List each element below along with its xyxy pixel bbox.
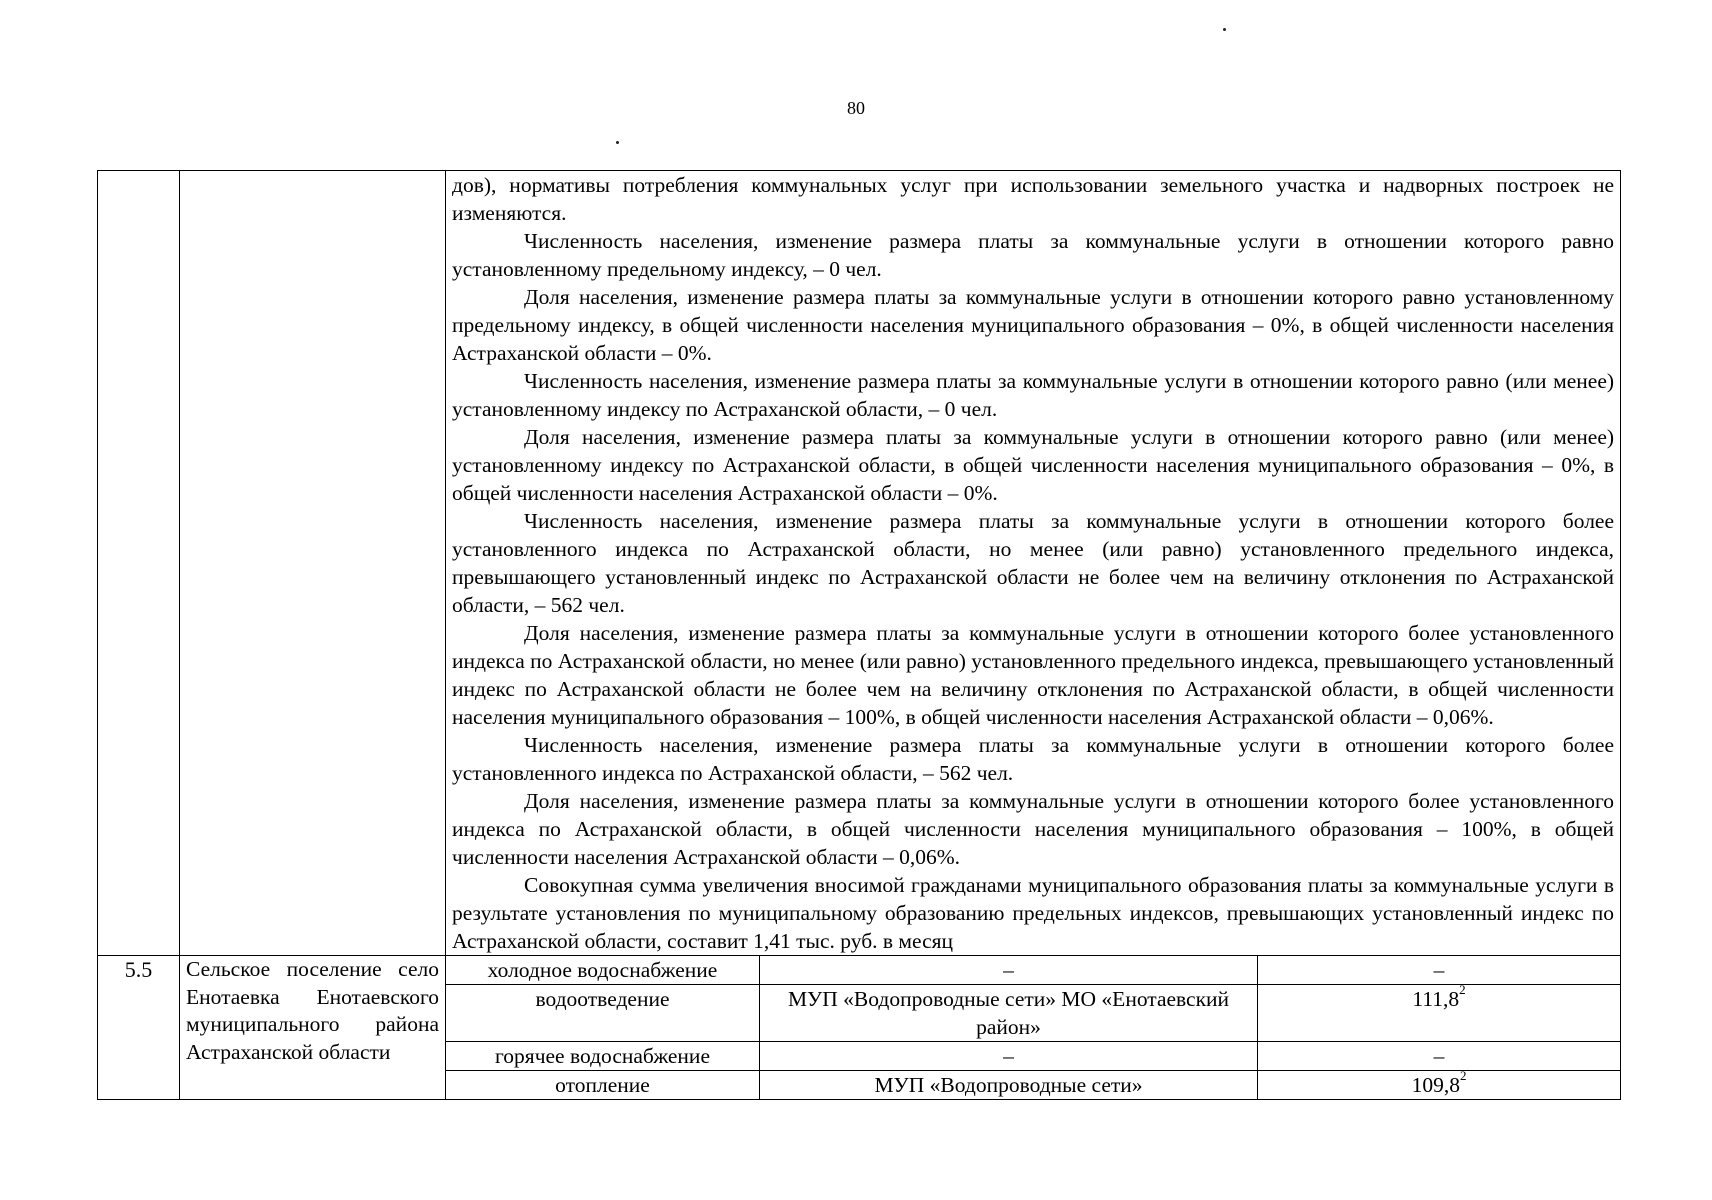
section-number: 5.5 [98,956,180,1100]
service-name: горячее водоснабжение [446,1042,760,1071]
index-footnote: 2 [1459,1067,1467,1083]
scan-speck [616,141,619,144]
description-cell [446,171,1621,956]
service-provider: МУП «Водопроводные сети» МО «Енотаевский район» [760,985,1258,1042]
paragraph: Доля населения, изменение размера платы за коммунальные услуги в отношении которого более установленного индекса по Астраханской области, но менее (или равно) установленного предельного индекса, превышающего установленный индекс по Астраханской области не более чем на величину отклонения по Астраханской области, в общей численности населения муниципального образования – 100%, в общей численности населения Астраханской области – 0,06%. [452,621,1615,729]
paragraph: Доля населения, изменение размера платы за коммунальные услуги в отношении которого более установленного индекса по Астраханской области, в общей численности населения муниципального образования – 100%, в общей численности населения Астраханской области – 0,06%. [452,789,1615,869]
page-number: 80 [847,98,865,118]
paragraph: Доля населения, изменение размера платы за коммунальные услуги в отношении которого равно установленному предельному индексу, в общей численности населения муниципального образования – 0%, в общей численности населения Астраханской области – 0%. [452,285,1615,365]
service-row [98,956,1621,985]
continuation-row [98,171,1621,956]
paragraph: Численность населения, изменение размера платы за коммунальные услуги в отношении которого равно установленному предельному индексу, – 0 чел. [452,229,1615,281]
indices-table [97,170,1621,1100]
paragraph: Численность населения, изменение размера платы за коммунальные услуги в отношении которого более установленного индекса по Астраханской области, – 562 чел. [452,733,1615,785]
paragraph: Доля населения, изменение размера платы за коммунальные услуги в отношении которого равно (или менее) установленному индексу по Астраханской области, в общей численности населения муниципального образования – 0%, в общей численности населения Астраханской области – 0%. [452,425,1615,505]
index-value: 111,8 [1412,987,1460,1011]
paragraph: Совокупная сумма увеличения вносимой гражданами муниципального образования платы за коммунальные услуги в результате установления по муниципальному образованию предельных индексов, превышающих установленный индекс по Астраханской области, составит 1,41 тыс. руб. в месяц [452,873,1615,953]
service-provider: – [760,956,1258,985]
service-index [1258,956,1621,985]
paragraph: дов), нормативы потребления коммунальных услуг при использовании земельного участка и надворных построек не изменяются. [452,173,1615,225]
index-value: – [1433,1044,1445,1068]
service-index [1258,981,1621,1042]
service-index [1258,1042,1621,1071]
paragraph: Численность населения, изменение размера платы за коммунальные услуги в отношении которого равно (или менее) установленному индексу по Астраханской области, – 0 чел. [452,369,1615,421]
service-name: холодное водоснабжение [446,956,760,985]
service-name: водоотведение [446,985,760,1042]
index-value: – [1433,958,1445,982]
service-name: отопление [446,1071,760,1100]
index-value: 109,8 [1411,1073,1460,1097]
paragraph: Численность населения, изменение размера платы за коммунальные услуги в отношении которого более установленного индекса по Астраханской области, но менее (или равно) установленного предельного индекса, превышающего установленный индекс по Астраханской области не более чем на величину отклонения по Астраханской области, – 562 чел. [452,509,1615,617]
service-provider: МУП «Водопроводные сети» [760,1071,1258,1100]
index-footnote: 2 [1459,981,1466,997]
service-index [1258,1067,1621,1100]
number-cell-empty [98,171,180,956]
settlement-name: Сельское поселение село Енотаевка Енотаевского муниципального района Астраханской области [180,956,446,1100]
scan-speck [1223,28,1226,31]
service-provider: – [760,1042,1258,1071]
settlement-cell-empty [180,171,446,956]
